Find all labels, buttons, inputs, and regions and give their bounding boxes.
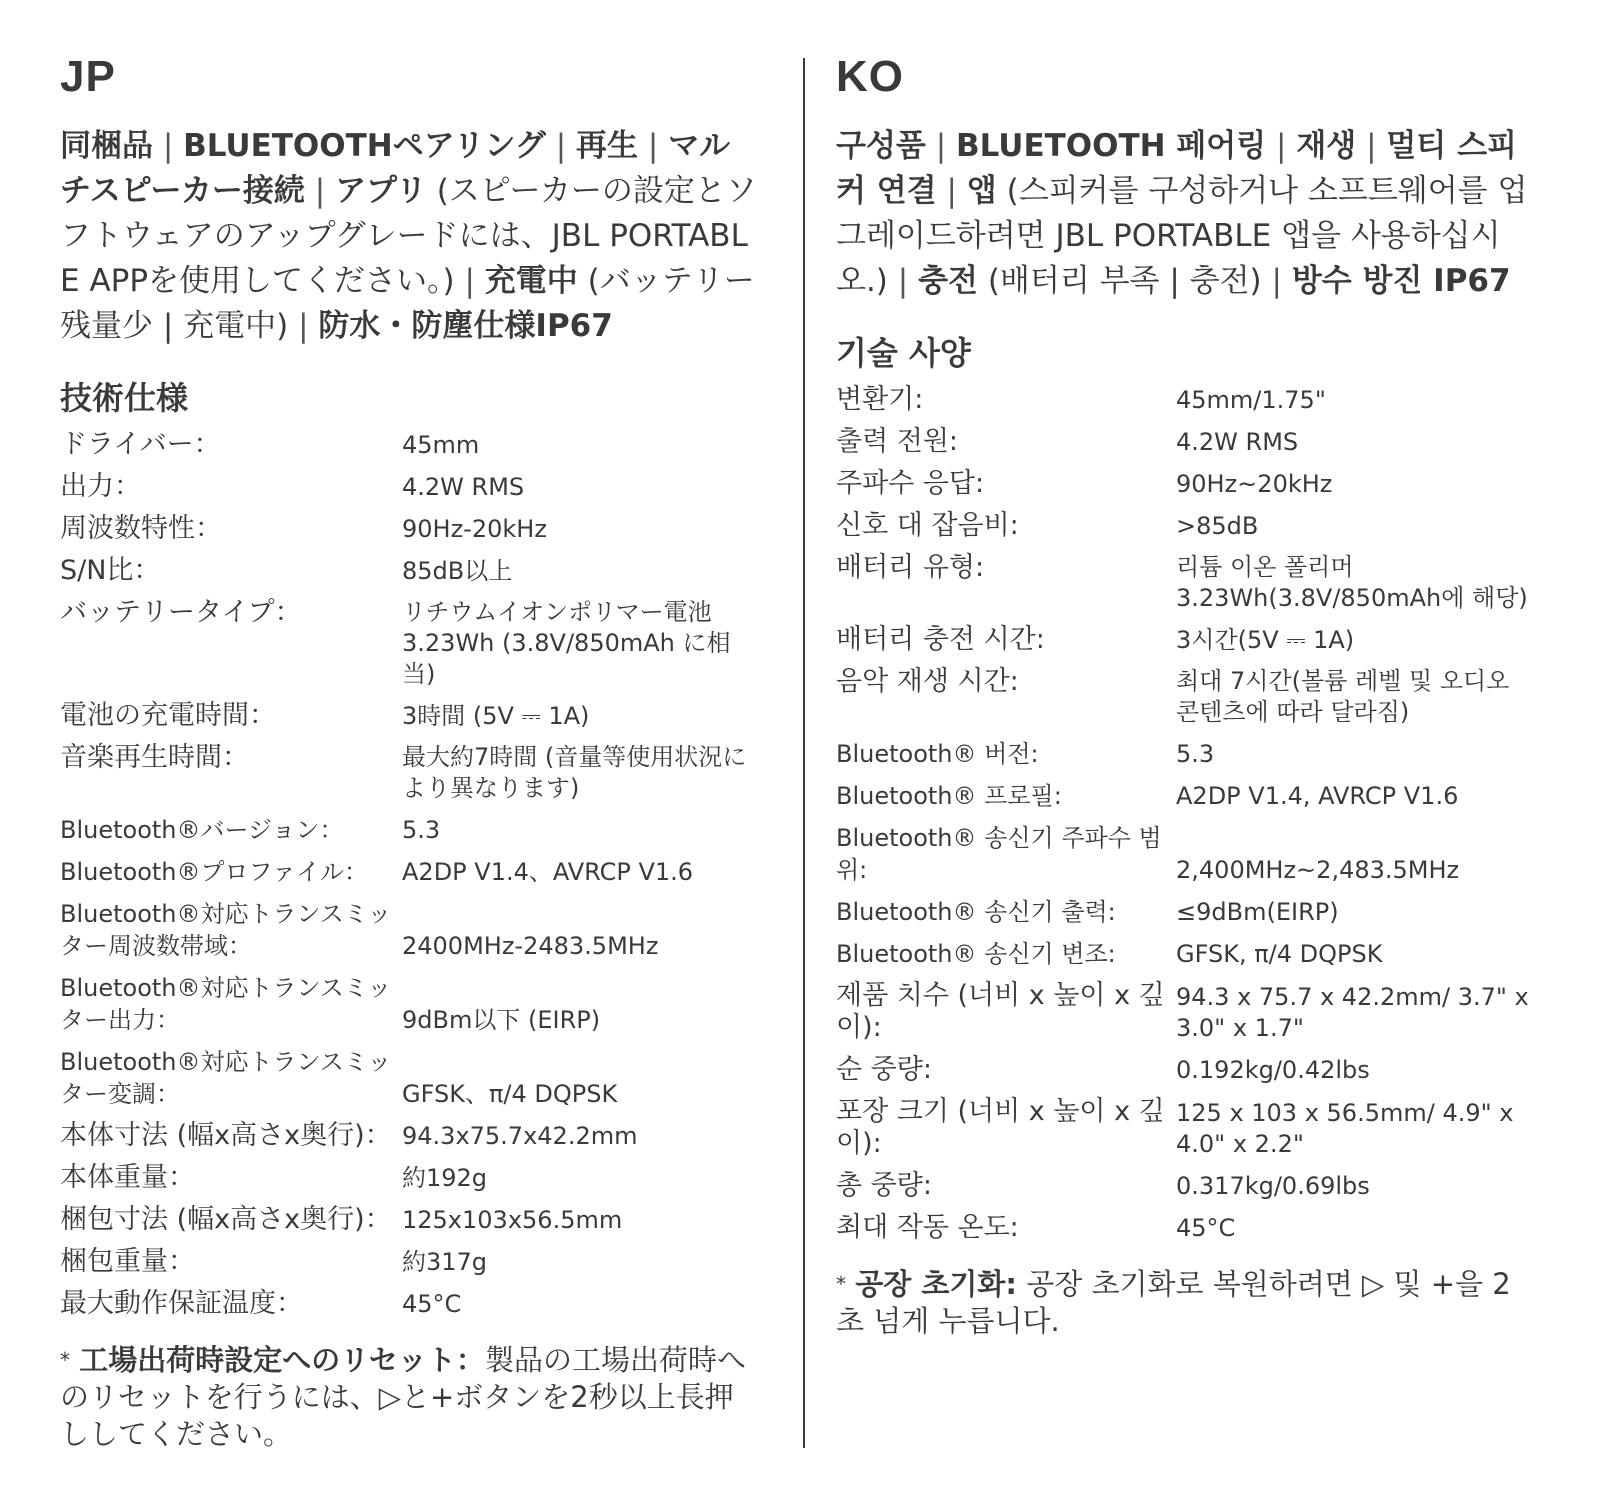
jp-specs-title: 技術仕様: [60, 379, 189, 417]
spec-label: 총 중량:: [836, 1170, 932, 1201]
spec-label: 本体重量：: [60, 1162, 195, 1193]
spec-value: 90Hz~20kHz: [1176, 470, 1333, 498]
ko-spec-row: [836, 938, 1536, 970]
jp-spec-row: [60, 1288, 760, 1320]
jp-spec-row: [60, 972, 760, 1036]
ko-intro-part4: 멀티 스피커 연결: [836, 128, 1517, 209]
ko-spec-row: [836, 552, 1536, 614]
spec-label: 梱包重量：: [60, 1246, 195, 1277]
jp-spec-table: [60, 429, 760, 1320]
ko-reset-note: [836, 1266, 1536, 1340]
spec-label: ドライバー：: [60, 429, 221, 460]
spec-label: S/N比：: [60, 555, 161, 586]
column-divider: [803, 58, 805, 1448]
spec-label: 제품 치수 (너비 x 높이 x 깊이):: [836, 980, 1165, 1043]
spec-label: 변환기:: [836, 384, 924, 415]
spec-value: 4.2W RMS: [402, 473, 525, 501]
spec-value: 9dBm以下 (EIRP): [402, 1006, 601, 1034]
ko-intro: 구성품 | BLUETOOTH 페어링 | 재생 | 멀티 스피커 연결 | 앱 (스피커를 구성하거나 소프트웨어를 업그레이드하려면 JBL PORTABLE 앱을 사용하십시오.) | 충전 (배터리 부족 | 충전) | 방수 방진 IP67: [836, 128, 1528, 299]
spec-value: 3時間 (5V ⎓ 1A): [402, 702, 590, 730]
note-asterisk: *: [836, 1272, 846, 1296]
jp-intro-part6-note: (バッテリー残量少 | 充電中): [60, 263, 755, 344]
spec-label: 음악 재생 시간:: [836, 666, 1019, 697]
spec-label: Bluetooth® 송신기 변조:: [836, 940, 1116, 968]
spec-value: 2400MHz-2483.5MHz: [402, 932, 659, 960]
spec-value: 5.3: [1176, 740, 1215, 768]
spec-label: Bluetooth® 버전:: [836, 740, 1039, 768]
jp-intro-part5: アプリ: [335, 173, 427, 209]
spec-value: 2,400MHz~2,483.5MHz: [1176, 856, 1460, 884]
ko-intro-part7: 방수 방진 IP67: [1291, 263, 1511, 299]
jp-spec-row: [60, 597, 760, 690]
spec-value: 約317g: [402, 1248, 488, 1276]
spec-value: 5.3: [402, 816, 441, 844]
spec-label: Bluetooth® 송신기 주파수 범위:: [836, 824, 1162, 884]
ko-spec-row: [836, 1170, 1536, 1202]
ko-note-heading: 공장 초기화:: [855, 1267, 1017, 1301]
spec-value: 45°C: [1176, 1214, 1236, 1242]
jp-column: [60, 52, 760, 1453]
spec-label: 배터리 유형:: [836, 552, 985, 583]
spec-value: 0.192kg/0.42lbs: [1176, 1056, 1370, 1084]
jp-spec-row: [60, 1204, 760, 1236]
jp-spec-row: [60, 742, 760, 804]
spec-label: 音楽再生時間：: [60, 742, 249, 773]
spec-label: Bluetooth®プロファイル：: [60, 858, 369, 886]
spec-label: Bluetooth®バージョン：: [60, 816, 344, 844]
jp-intro-part7: 防水・防塵仕様IP67: [318, 308, 613, 344]
ko-column: [836, 52, 1536, 1340]
jp-intro-part1: 同梱品: [60, 128, 153, 164]
ko-intro-part3: 재생: [1296, 128, 1357, 164]
spec-label: Bluetooth® 송신기 출력:: [836, 898, 1116, 926]
spec-label: 最大動作保証温度：: [60, 1288, 303, 1319]
ko-spec-row: [836, 426, 1536, 458]
spec-label: Bluetooth®対応トランスミッター周波数帯域：: [60, 900, 392, 960]
ko-spec-row: [836, 624, 1536, 656]
spec-value: 最大約7時間 (音量等使用状況により異なります): [402, 743, 747, 802]
spec-label: 出力：: [60, 471, 141, 502]
spec-label: 포장 크기 (너비 x 높이 x 깊이):: [836, 1096, 1165, 1159]
ko-spec-row: [836, 384, 1536, 416]
spec-label: 출력 전원:: [836, 426, 959, 457]
jp-spec-row: [60, 429, 760, 461]
spec-value: GFSK, π/4 DQPSK: [1176, 940, 1383, 968]
spec-label: 배터리 충전 시간:: [836, 624, 1045, 655]
ko-spec-table: [836, 384, 1536, 1244]
spec-value: 45mm/1.75": [1176, 386, 1326, 414]
spec-label: 周波数特性：: [60, 513, 222, 544]
ko-specs-title: 기술 사양: [836, 334, 971, 372]
spec-value: 85dB以上: [402, 557, 513, 585]
spec-value: 94.3x75.7x42.2mm: [402, 1122, 638, 1150]
spec-value: 리튬 이온 폴리머 3.23Wh(3.8V/850mAh에 해당): [1176, 553, 1528, 612]
spec-value: 45°C: [402, 1290, 462, 1318]
jp-intro-part3: 再生: [576, 128, 639, 164]
ko-spec-row: [836, 896, 1536, 928]
ko-spec-row: [836, 980, 1536, 1044]
jp-language-heading: JP: [60, 52, 116, 101]
ko-spec-row: [836, 666, 1536, 728]
spec-label: 최대 작동 온도:: [836, 1212, 1019, 1243]
jp-spec-row: [60, 513, 760, 545]
jp-spec-row: [60, 1162, 760, 1194]
spec-label: Bluetooth®対応トランスミッター変調：: [60, 1048, 392, 1108]
spec-value: GFSK、π/4 DQPSK: [402, 1080, 618, 1108]
ko-intro-part2: BLUETOOTH 페어링: [956, 128, 1267, 164]
spec-label: 本体寸法 (幅x高さx奥行)：: [60, 1120, 392, 1151]
ko-spec-row: [836, 1054, 1536, 1086]
spec-value: 125x103x56.5mm: [402, 1206, 623, 1234]
ko-intro-part6: 충전: [918, 263, 978, 299]
spec-value: 125 x 103 x 56.5mm/ 4.9" x 4.0" x 2.2": [1176, 1099, 1514, 1158]
ko-spec-row: [836, 468, 1536, 500]
spec-value: 45mm: [402, 431, 480, 459]
jp-note-text: 製品の工場出荷時へのリセットを行うには、▷と+ボタンを2秒以上長押ししてください。: [60, 1343, 746, 1451]
spec-label: 주파수 응답:: [836, 468, 985, 499]
spec-value: 約192g: [402, 1164, 488, 1192]
spec-value: >85dB: [1176, 512, 1259, 540]
jp-intro-part2: BLUETOOTHペアリング: [183, 128, 546, 164]
ko-language-heading: KO: [836, 52, 904, 101]
ko-intro-part1: 구성품: [836, 128, 926, 164]
jp-spec-row: [60, 1120, 760, 1152]
spec-label: Bluetooth® 프로필:: [836, 782, 1062, 810]
jp-spec-row: [60, 1046, 760, 1110]
ko-note-text: 공장 초기화로 복원하려면 ▷ 및 +을 2초 넘게 누릅니다.: [836, 1267, 1511, 1338]
jp-spec-row: [60, 700, 760, 732]
spec-value: 90Hz-20kHz: [402, 515, 547, 543]
jp-spec-row: [60, 898, 760, 962]
jp-intro: 同梱品 | BLUETOOTHペアリング | 再生 | マルチスピーカー接続 | アプリ (スピーカーの設定とソフトウェアのアップグレードには、JBL PORTABLE APPを使用してください。) | 充電中 (バッテリー残量少 | 充電中) | 防水・防塵仕様IP67: [60, 128, 757, 344]
note-asterisk: *: [60, 1348, 70, 1372]
spec-value: A2DP V1.4、AVRCP V1.6: [402, 858, 694, 886]
jp-reset-note: [60, 1342, 760, 1453]
ko-intro-part6-note: (배터리 부족 | 충전): [987, 263, 1262, 299]
ko-intro-part5-note: (스피커를 구성하거나 소프트웨어를 업그레이드하려면 JBL PORTABLE 앱을 사용하십시오.): [836, 173, 1528, 299]
jp-intro-part4: マルチスピーカー接続: [60, 128, 731, 209]
jp-intro-part6: 充電中: [484, 263, 578, 299]
jp-spec-row: [60, 471, 760, 503]
ko-spec-row: [836, 780, 1536, 812]
jp-spec-row: [60, 814, 760, 846]
spec-value: 94.3 x 75.7 x 42.2mm/ 3.7" x 3.0" x 1.7": [1176, 983, 1529, 1042]
jp-spec-row: [60, 1246, 760, 1278]
spec-label: 신호 대 잡음비:: [836, 510, 1019, 541]
spec-label: Bluetooth®対応トランスミッター出力：: [60, 974, 392, 1034]
jp-spec-row: [60, 555, 760, 587]
spec-value: リチウムイオンポリマー電池3.23Wh (3.8V/850mAh に相当): [402, 598, 731, 688]
jp-intro-part5-note: (スピーカーの設定とソフトウェアのアップグレードには、JBL PORTABLE APPを使用してください。): [60, 173, 757, 299]
ko-spec-row: [836, 1212, 1536, 1244]
spec-label: バッテリータイプ：: [60, 597, 302, 628]
ko-spec-row: [836, 1096, 1536, 1160]
spec-value: 4.2W RMS: [1176, 428, 1299, 456]
spec-value: A2DP V1.4, AVRCP V1.6: [1176, 782, 1459, 810]
spec-value: 0.317kg/0.69lbs: [1176, 1172, 1370, 1200]
spec-value: 최대 7시간(볼륨 레벨 및 오디오 콘텐츠에 따라 달라짐): [1176, 667, 1510, 726]
ko-intro-part5: 앱: [966, 173, 997, 209]
spec-value: ≤9dBm(EIRP): [1176, 898, 1339, 926]
spec-label: 電池の充電時間：: [60, 700, 276, 731]
ko-spec-row: [836, 738, 1536, 770]
jp-spec-row: [60, 856, 760, 888]
jp-note-heading: 工場出荷時設定へのリセット：: [79, 1343, 485, 1377]
spec-label: 梱包寸法 (幅x高さx奥行)：: [60, 1204, 392, 1235]
ko-spec-row: [836, 510, 1536, 542]
spec-value: 3시간(5V ⎓ 1A): [1176, 626, 1355, 654]
spec-label: 순 중량:: [836, 1054, 932, 1085]
ko-spec-row: [836, 822, 1536, 886]
